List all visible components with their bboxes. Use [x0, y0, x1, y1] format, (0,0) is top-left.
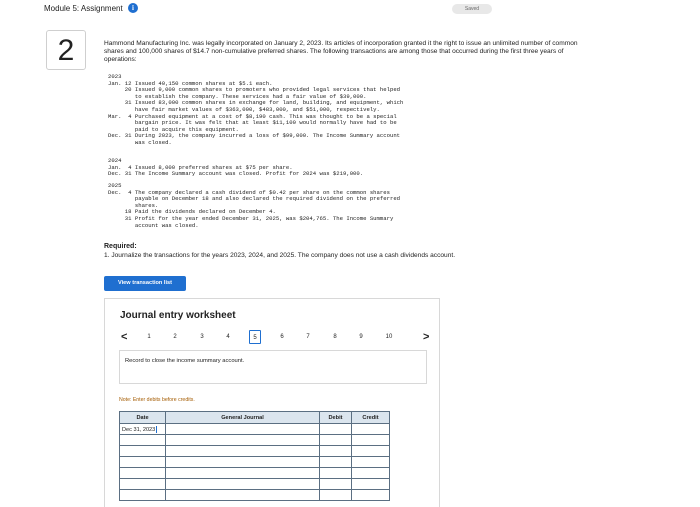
top-bar: [0, 0, 700, 20]
page-5-active[interactable]: 5: [249, 330, 261, 344]
page-7[interactable]: 7: [306, 334, 310, 340]
credit-cell[interactable]: [352, 490, 390, 501]
transactions-2025: 2025 Dec. 4 The company declared a cash dividend of $0.42 per share on the common shares payable on December 18 and also declared the required dividend on the preferred shares. 18 Paid the dividends declared on December 4. 31 Profit for the year ended December 31, 2025, was $204,765. The Income Summary account was closed.: [108, 182, 401, 229]
debit-cell[interactable]: [320, 490, 352, 501]
journal-table: [119, 411, 390, 501]
debit-cell[interactable]: [320, 468, 352, 479]
date-cell[interactable]: [120, 424, 166, 435]
date-cell[interactable]: [120, 468, 166, 479]
page-10[interactable]: 10: [385, 334, 393, 340]
account-cell[interactable]: [166, 435, 320, 446]
table-row: [120, 446, 390, 457]
account-cell[interactable]: [166, 468, 320, 479]
date-value: Dec 31, 2023: [122, 426, 156, 433]
debit-cell[interactable]: [320, 446, 352, 457]
table-row: [120, 468, 390, 479]
table-row: [120, 479, 390, 490]
date-cell[interactable]: [120, 479, 166, 490]
entry-prompt: Record to close the income summary account.: [119, 350, 427, 384]
question-intro: Hammond Manufacturing Inc. was legally incorporated on January 2, 2023. Its articles of incorporation granted it the right to issue an unlimited number of common shares and 100,000 shares of $14.7 non-cumulative preferred shares. The following transactions are among those that occurred during the first three years of operations:: [104, 40, 578, 63]
table-row: [120, 490, 390, 501]
date-cell[interactable]: [120, 490, 166, 501]
info-icon[interactable]: i: [128, 3, 138, 13]
credit-cell[interactable]: [352, 435, 390, 446]
credit-cell[interactable]: [352, 446, 390, 457]
page-3[interactable]: 3: [200, 334, 204, 340]
transactions-2023: 2023 Jan. 12 Issued 40,150 common shares at $5.1 each. 20 Issued 9,000 common shares to promoters who provided legal services that helped to establish the company. These services had a fair value of $39,000. 31 Issued 83,000 common shares in exchange for land, building, and equipment, which have fair market values of $363,000, $483,000, and $51,000, respectively. Mar. 4 Purchased equipment at a cost of $8,190 cash. This was thought to be a special bargain price. It was felt that at least $11,100 would normally have had to be paid to acquire this equipment. Dec. 31 During 2023, the company incurred a loss of $99,000. The Income Summary account was closed.: [108, 73, 404, 146]
transactions-2024: 2024 Jan. 4 Issued 8,000 preferred shares at $75 per share. Dec. 31 The Income Summary account was closed. Profit for 2024 was $219,000.: [108, 157, 364, 178]
table-row: [120, 424, 390, 435]
worksheet-pager: [119, 330, 431, 344]
module-title: Module 5: Assignment: [44, 4, 123, 13]
required-label: Required:: [104, 243, 137, 250]
account-cell[interactable]: [166, 479, 320, 490]
account-cell[interactable]: [166, 424, 320, 435]
account-cell[interactable]: [166, 490, 320, 501]
date-cell[interactable]: [120, 435, 166, 446]
page-8[interactable]: 8: [333, 334, 337, 340]
page-9[interactable]: 9: [359, 334, 363, 340]
view-transaction-list-button[interactable]: View transaction list: [104, 276, 186, 291]
account-cell[interactable]: [166, 446, 320, 457]
credit-cell[interactable]: [352, 457, 390, 468]
debit-column-header: Debit: [320, 412, 352, 424]
date-cell[interactable]: [120, 457, 166, 468]
credit-cell[interactable]: [352, 468, 390, 479]
page-2[interactable]: 2: [173, 334, 177, 340]
page-6[interactable]: 6: [280, 334, 284, 340]
account-cell[interactable]: [166, 457, 320, 468]
text-cursor: [156, 426, 157, 433]
debit-cell[interactable]: [320, 424, 352, 435]
saved-status-badge: Saved: [452, 4, 492, 14]
date-column-header: Date: [120, 412, 166, 424]
question-number: 2: [46, 30, 86, 70]
credit-cell[interactable]: [352, 424, 390, 435]
prev-page-arrow-icon[interactable]: <: [121, 331, 128, 343]
page-1[interactable]: 1: [147, 334, 151, 340]
general-journal-column-header: General Journal: [166, 412, 320, 424]
date-cell[interactable]: [120, 446, 166, 457]
debit-cell[interactable]: [320, 435, 352, 446]
table-row: [120, 435, 390, 446]
credit-cell[interactable]: [352, 479, 390, 490]
debit-cell[interactable]: [320, 457, 352, 468]
table-row: [120, 457, 390, 468]
credit-column-header: Credit: [352, 412, 390, 424]
debit-cell[interactable]: [320, 479, 352, 490]
next-page-arrow-icon[interactable]: >: [423, 331, 430, 343]
journal-entry-worksheet: [104, 298, 440, 507]
worksheet-title: Journal entry worksheet: [120, 310, 236, 321]
page-4[interactable]: 4: [226, 334, 230, 340]
entry-note: Note: Enter debits before credits.: [119, 397, 195, 403]
required-text: 1. Journalize the transactions for the years 2023, 2024, and 2025. The company does not use a cash dividends account.: [104, 252, 456, 259]
